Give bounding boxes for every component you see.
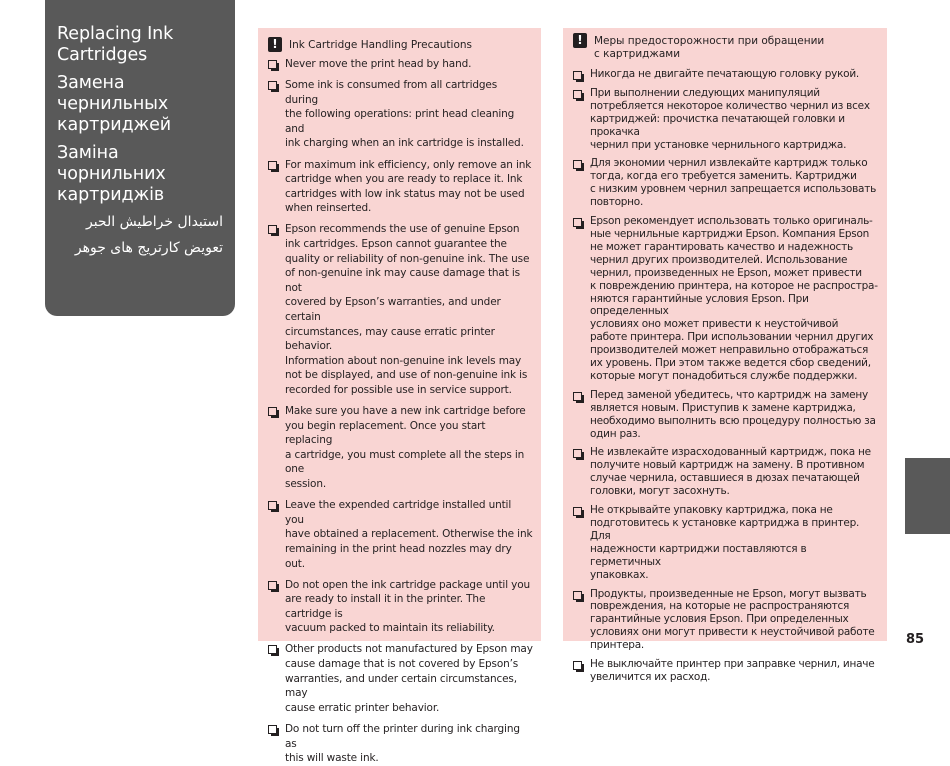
warning-icon: ! [268,37,282,52]
checkbox-bullet-icon [573,507,582,516]
checkbox-bullet-icon [268,81,277,90]
list-item-text: Other products not manufactured by Epson may cause damage that is not covered by Epson’s warranties, and under certain circumstances, may cause erratic printer behavior. [285,643,533,714]
list-item [268,642,533,715]
checkbox-bullet-icon [573,449,582,458]
title-russian: Замена чернильных картриджей [57,73,172,135]
precautions-list [573,68,879,684]
list-item-text: Никогда не двигайте печатающую головку рукой. [590,68,860,80]
list-item [573,658,879,684]
title-persian: تعويض کارتریج های جوهر [74,240,223,256]
checkbox-bullet-icon [268,60,277,69]
checkbox-bullet-icon [573,90,582,99]
list-item-text: Для экономии чернил извлекайте картридж только тогда, когда его требуется заменить. Картриджи с низким уровнем чернил запрещается использовать повторно. [590,157,877,209]
checkbox-bullet-icon [268,501,277,510]
checkbox-bullet-icon [573,591,582,600]
checkbox-bullet-icon [268,161,277,170]
list-item [268,578,533,636]
list-item-text: Не открывайте упаковку картриджа, пока не подготовитесь к установке картриджа в принтер. Для надежности картриджи поставляются в герметичных упаковках. [590,504,860,581]
panel-heading [268,37,533,52]
list-item-text: Some ink is consumed from all cartridges during the following operations: print head cleaning and ink charging when an ink cartridge is installed. [285,79,524,150]
checkbox-bullet-icon [268,407,277,416]
list-item-text: Epson recommends the use of genuine Epson ink cartridges. Epson cannot guarantee the quality or reliability of non-genuine ink. The use of non-genuine ink may cause damage that is not covered by Epson’s warranties, and under certain circumstances, may cause erratic printer behavior. Information about non-genuine ink levels may not be displayed, and use of non-genuine ink is recorded for possible use in service support. [285,223,530,396]
list-item-text: Leave the expended cartridge installed until you have obtained a replacement. Otherwise the ink remaining in the print head nozzles may dry out. [285,499,533,570]
list-item-text: Make sure you have a new ink cartridge before you begin replacement. Once you start replacing a cartridge, you must complete all the steps in one session. [285,405,526,491]
precautions-panel-english [258,28,541,765]
warning-icon: ! [573,33,587,48]
list-item [573,157,879,209]
list-item [268,498,533,571]
list-item [573,389,879,441]
list-item-text: For maximum ink efficiency, only remove an ink cartridge when you are ready to replace it. Ink cartridges with low ink status may not be used when reinserted. [285,158,532,215]
list-item [268,222,533,397]
list-item-text: Do not turn off the printer during ink charging as this will waste ink. [285,722,520,765]
list-item [573,446,879,498]
checkbox-bullet-icon [268,725,277,734]
list-item [268,78,533,151]
list-item-text: Do not open the ink cartridge package until you are ready to install it in the printer. The cartridge is vacuum packed to maintain its reliability. [285,578,530,635]
section-title-sidebar [45,0,235,316]
checkbox-bullet-icon [573,392,582,401]
page-number: 85 [906,632,925,647]
list-item-text: Never move the print head by hand. [285,58,472,70]
list-item [268,404,533,492]
panel-heading-text: Ink Cartridge Handling Precautions [289,39,473,51]
list-item [268,57,533,72]
title-arabic: استبدال خراطيش الحبر [85,214,223,230]
panel-heading [573,33,879,61]
list-item [268,158,533,216]
list-item-text: Перед заменой убедитесь, что картридж на замену является новым. Приступив к замене картриджа, необходимо выполнить всю процедуру полностью за один раз. [590,388,876,440]
checkbox-bullet-icon [573,71,582,80]
checkbox-bullet-icon [268,645,277,654]
checkbox-bullet-icon [268,225,277,234]
checkbox-bullet-icon [268,581,277,590]
title-ukrainian: Заміна чорнильних картриджів [57,143,166,205]
list-item [268,722,533,766]
list-item-text: Не извлекайте израсходованный картридж, пока не получите новый картридж на замену. В противном случае чернила, оставшиеся в дюзах печатающей головки, могут засохнуть. [590,446,871,498]
list-item [573,215,879,383]
precautions-list [268,57,533,766]
list-item [573,68,879,81]
list-item-text: При выполнении следующих манипуляций потребляется некоторое количество чернил из всех картриджей: прочистка печатающей головки и прокачка чернил при установке чернильного картриджа. [590,86,870,151]
checkbox-bullet-icon [573,218,582,227]
list-item-text: Epson рекомендует использовать только оригиналь- ные чернильные картриджи Epson. Компания Epson не может гарантировать качество и надежность чернил других производителей. Использование чернил, произведенных не Epson, может привести к повреждению принтера, на которое не распростра- няются гарантийные условия Epson. При определенных условиях оно может привести к неустойчивой работе принтера. При использовании чернил других производителей может неправильно отображаться их уровень. При этом также ведется сбор сведений, которые могут понадобиться службе поддержки. [590,215,878,382]
list-item [573,504,879,581]
title-english: Replacing Ink Cartridges [57,24,174,65]
list-item-text: Не выключайте принтер при заправке чернил, иначе увеличится их расход. [590,658,875,683]
checkbox-bullet-icon [573,160,582,169]
panel-heading-text: Меры предосторожности при обращении с картриджами [594,35,825,60]
list-item-text: Продукты, произведенные не Epson, могут вызвать повреждения, на которые не распространяются гарантийные условия Epson. При определенных условиях они могут привести к неустойчивой работе принтера. [590,587,875,652]
section-thumb-tab [905,458,950,534]
list-item [573,588,879,653]
precautions-panel-russian [563,28,887,683]
list-item [573,87,879,152]
